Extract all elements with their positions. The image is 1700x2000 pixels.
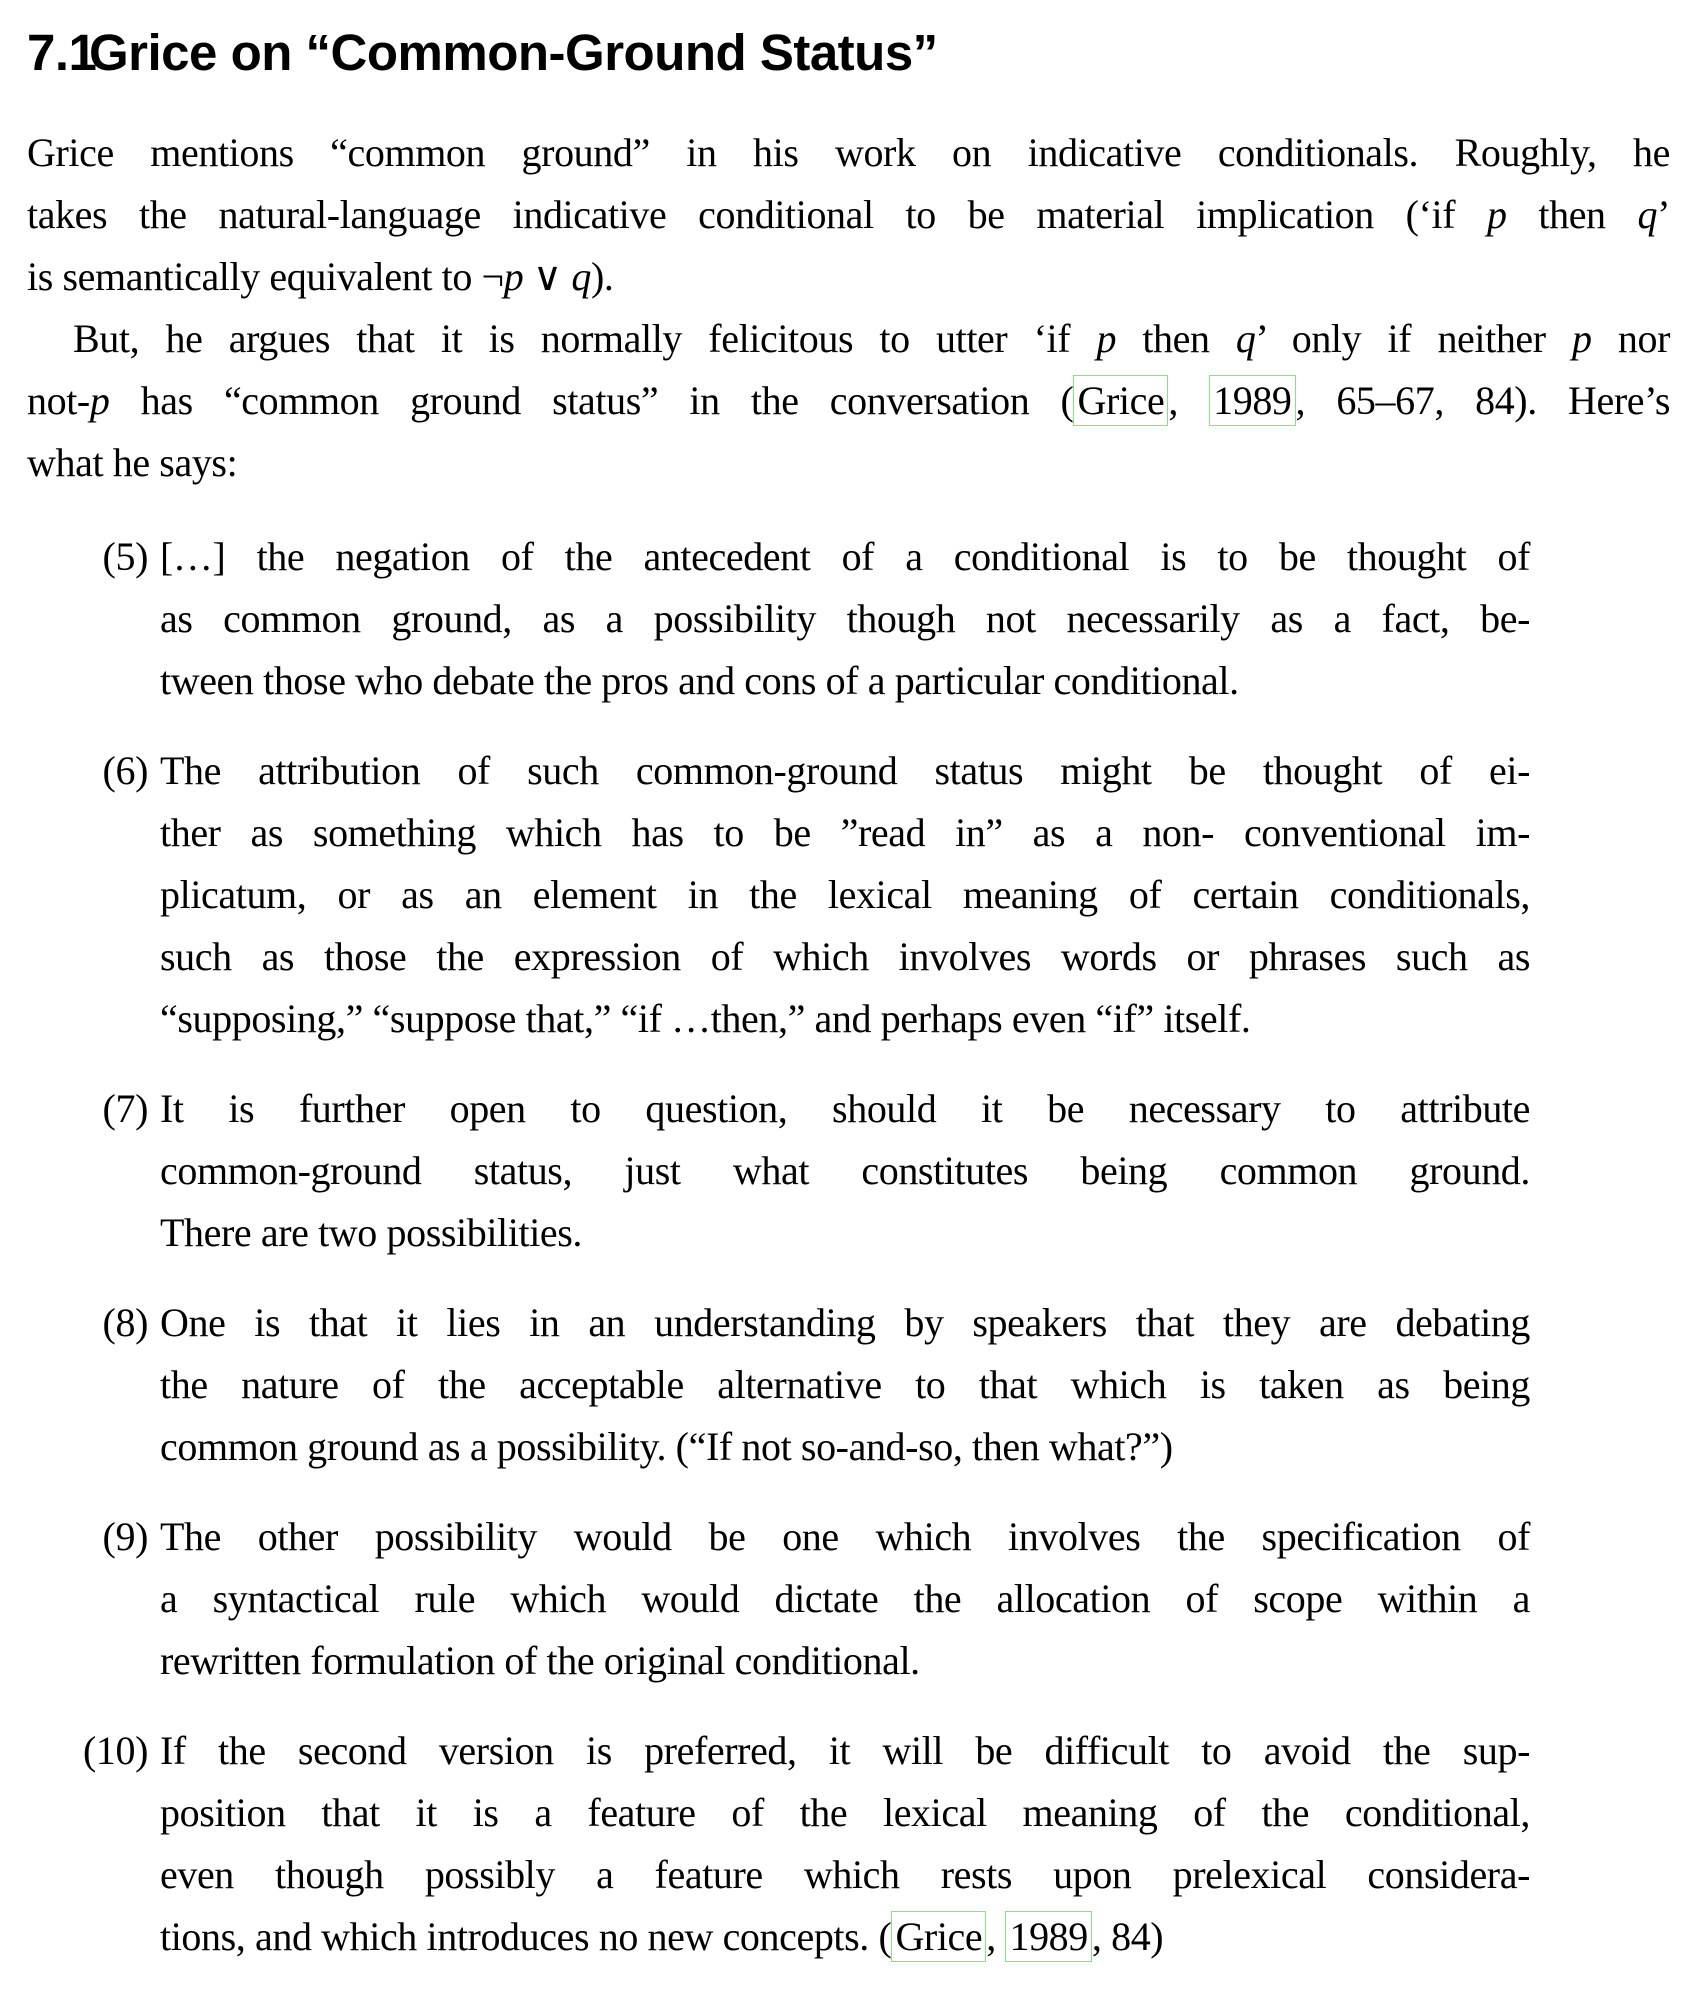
text-segment: common-ground status, just what constitutes being common ground. — [160, 1148, 1530, 1193]
text-line — [27, 308, 1670, 370]
citation-link[interactable]: 1989 — [1005, 1911, 1091, 1962]
text-line — [160, 1782, 1530, 1844]
quote-text — [160, 1078, 1530, 1264]
text-segment: rewritten formulation of the original conditional. — [160, 1638, 920, 1683]
text-line — [160, 588, 1530, 650]
text-line — [160, 1720, 1530, 1782]
text-segment: then — [1506, 192, 1638, 237]
text-segment: tween those who debate the pros and cons of a particular conditional. — [160, 658, 1239, 703]
text-segment: […] the negation of the antecedent of a conditional is to be thought of — [160, 534, 1530, 579]
text-line — [160, 1202, 1530, 1264]
text-segment: ∨ — [523, 254, 572, 299]
text-segment: nor — [1591, 316, 1670, 361]
text-segment: The attribution of such common-ground status might be thought of ei- — [160, 748, 1530, 793]
text-segment: But, he argues that it is normally felicitous to utter ‘if — [73, 316, 1097, 361]
text-segment: not- — [27, 378, 90, 423]
text-line — [160, 526, 1530, 588]
quote-item — [27, 1506, 1530, 1692]
paragraph-intro — [27, 122, 1670, 308]
text-segment: even though possibly a feature which rests upon prelexical considera- — [160, 1852, 1530, 1897]
text-line — [160, 1506, 1530, 1568]
section-number: 7.1 — [27, 24, 97, 81]
text-line — [160, 740, 1530, 802]
text-segment: ’ only if neither — [1255, 316, 1572, 361]
quote-text — [160, 526, 1530, 712]
text-line — [160, 1844, 1530, 1906]
quote-text — [160, 1292, 1530, 1478]
math-variable: p — [1571, 316, 1592, 361]
body-text — [27, 122, 1670, 494]
text-segment: tions, and which introduces no new concepts. ( — [160, 1914, 892, 1959]
math-variable: q — [571, 254, 591, 299]
math-variable: p — [503, 254, 524, 299]
section-heading — [0, 0, 1700, 82]
text-segment: “supposing,” “suppose that,” “if …then,” and perhaps even “if” itself. — [160, 996, 1251, 1041]
text-segment: , 84) — [1091, 1914, 1164, 1959]
text-segment: such as those the expression of which involves words or phrases such as — [160, 934, 1530, 979]
text-segment: the nature of the acceptable alternative to that which is taken as being — [160, 1362, 1530, 1407]
quote-text — [160, 740, 1530, 1050]
text-line — [27, 370, 1670, 432]
math-variable: q — [1637, 192, 1658, 237]
text-line — [160, 1354, 1530, 1416]
text-line — [160, 650, 1530, 712]
math-variable: q — [1235, 316, 1256, 361]
text-segment: ther as something which has to be ”read in” as a non- conventional im- — [160, 810, 1530, 855]
text-line — [27, 432, 1670, 494]
text-segment: ’ — [1657, 192, 1670, 237]
text-segment: , — [1168, 378, 1210, 423]
quote-number-label: (5) — [102, 534, 148, 579]
quote-number-label: (6) — [102, 748, 148, 793]
text-segment: , 65–67, 84). Here’s — [1295, 378, 1671, 423]
citation-link[interactable]: 1989 — [1209, 375, 1295, 426]
quote-number-label: (10) — [82, 1728, 148, 1773]
text-segment: as common ground, as a possibility though not necessarily as a fact, be- — [160, 596, 1530, 641]
text-line — [160, 1292, 1530, 1354]
math-variable: p — [89, 378, 110, 423]
section-title: Grice on “Common-Ground Status” — [89, 24, 938, 81]
text-segment: ). — [591, 254, 614, 299]
text-segment: Grice mentions “common ground” in his work on indicative conditionals. Roughly, he — [27, 130, 1670, 175]
citation-link[interactable]: Grice — [891, 1911, 986, 1962]
text-line — [160, 1630, 1530, 1692]
math-variable: p — [1096, 316, 1117, 361]
citation-link[interactable]: Grice — [1073, 375, 1168, 426]
quote-item — [27, 526, 1530, 712]
text-line — [160, 1568, 1530, 1630]
text-line — [160, 926, 1530, 988]
text-segment: takes the natural-language indicative conditional to be material implication (‘if — [27, 192, 1487, 237]
quote-item — [27, 740, 1530, 1050]
quote-text — [160, 1720, 1530, 1968]
text-segment: position that it is a feature of the lexical meaning of the conditional, — [160, 1790, 1530, 1835]
text-line — [160, 988, 1530, 1050]
quote-list — [27, 526, 1530, 1968]
text-segment: plicatum, or as an element in the lexical meaning of certain conditionals, — [160, 872, 1530, 917]
text-segment: It is further open to question, should it be necessary to attribute — [160, 1086, 1530, 1131]
text-segment: then — [1116, 316, 1236, 361]
text-segment: has “common ground status” in the conversation ( — [109, 378, 1074, 423]
quote-item — [27, 1078, 1530, 1264]
quote-item — [27, 1720, 1530, 1968]
text-segment: , — [986, 1914, 1006, 1959]
text-line — [160, 1906, 1530, 1968]
text-segment: There are two possibilities. — [160, 1210, 583, 1255]
text-segment: what he says: — [27, 440, 238, 485]
quote-number-label: (8) — [102, 1300, 148, 1345]
text-line — [160, 1078, 1530, 1140]
text-line — [27, 122, 1670, 184]
quote-number-label: (7) — [102, 1086, 148, 1131]
quote-number-label: (9) — [102, 1514, 148, 1559]
text-line — [160, 864, 1530, 926]
text-line — [160, 1140, 1530, 1202]
text-segment: is semantically equivalent to ¬ — [27, 254, 504, 299]
text-line — [160, 1416, 1530, 1478]
math-variable: p — [1486, 192, 1507, 237]
paragraph-argument — [27, 308, 1670, 494]
text-line — [27, 184, 1670, 246]
text-segment: a syntactical rule which would dictate the allocation of scope within a — [160, 1576, 1530, 1621]
text-line — [160, 802, 1530, 864]
text-segment: If the second version is preferred, it will be difficult to avoid the sup- — [160, 1728, 1530, 1773]
text-segment: The other possibility would be one which involves the specification of — [160, 1514, 1530, 1559]
text-line — [27, 246, 1670, 308]
quote-item — [27, 1292, 1530, 1478]
text-segment: common ground as a possibility. (“If not so-and-so, then what?”) — [160, 1424, 1173, 1469]
text-segment: One is that it lies in an understanding by speakers that they are debating — [160, 1300, 1530, 1345]
quote-text — [160, 1506, 1530, 1692]
